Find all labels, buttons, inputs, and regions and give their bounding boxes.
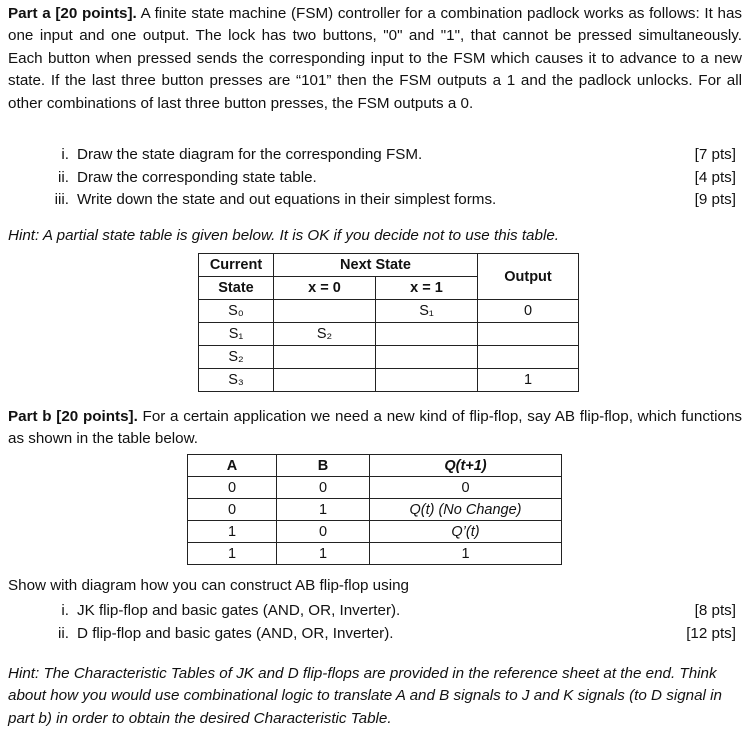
cell-output: 0 [478, 300, 579, 323]
table-row [199, 300, 579, 323]
cell-a: 1 [188, 543, 277, 565]
part-b-hint: Hint: The Characteristic Tables of JK and D flip-flops are provided in the reference sheet at the end. Think about how you would use combinational logic to translate A and B signals to J and K signals (to D signal in part b) in order to obtain the desired Characteristic Table. [8, 665, 722, 727]
cell-x0: S₂ [274, 323, 376, 346]
table-row [188, 521, 562, 543]
list-item [0, 189, 747, 212]
item-points: [7 pts] [694, 146, 736, 163]
item-number: ii. [58, 168, 69, 186]
table-header-row [199, 254, 579, 277]
part-a-hint: Hint: A partial state table is given below. It is OK if you decide not to use this table. [8, 227, 559, 244]
cell-x1 [376, 346, 478, 369]
header-next-state: Next State [274, 254, 478, 277]
table-row [188, 477, 562, 499]
table-row [188, 543, 562, 565]
part-b-heading: Part b [20 points]. [8, 408, 138, 425]
cell-b: 0 [277, 521, 370, 543]
header-q-next: Q(t+1) [370, 455, 562, 477]
cell-q: 0 [370, 477, 562, 499]
table-row [199, 369, 579, 392]
cell-state: S₂ [199, 346, 274, 369]
part-b-intro-text: For a certain application we need a new kind of flip-flop, say AB flip-flop, which functions as shown in the table below. [8, 408, 743, 448]
cell-b: 1 [277, 499, 370, 521]
item-number: i. [61, 602, 69, 619]
cell-x1: S₁ [376, 300, 478, 323]
table-header-row [188, 455, 562, 477]
item-points: [8 pts] [694, 602, 736, 619]
item-points: [9 pts] [694, 191, 736, 208]
item-number: iii. [54, 191, 69, 208]
cell-output [478, 323, 579, 346]
item-text: JK flip-flop and basic gates (AND, OR, Inverter). [77, 602, 401, 619]
part-a-intro-text: A finite state machine (FSM) controller for a combination padlock works as follows: It has one input and one output. The lock has two buttons, "0" and "1", that cannot be pressed simultaneously. Each button when pressed sends the corresponding input to the FSM which causes it to advance to a new state. If the last three button presses are “101” then the FSM outputs a 1 and the padlock unlocks. For all other combinations of last three button presses, the FSM outputs a 0. [8, 5, 742, 112]
header-b: B [277, 455, 370, 477]
cell-a: 0 [188, 477, 277, 499]
list-item [0, 623, 747, 646]
table-row [199, 346, 579, 369]
header-x0: x = 0 [274, 277, 376, 300]
item-points: [4 pts] [694, 168, 736, 186]
item-number: i. [61, 146, 69, 163]
cell-x0 [274, 369, 376, 392]
cell-state: S₃ [199, 369, 274, 392]
cell-q: Q(t) (No Change) [370, 499, 562, 521]
part-a-intro [8, 3, 742, 115]
list-item [0, 600, 747, 623]
header-x1: x = 1 [376, 277, 478, 300]
cell-state: S₁ [199, 323, 274, 346]
cell-x0 [274, 346, 376, 369]
state-table [198, 253, 579, 392]
cell-x1 [376, 369, 478, 392]
ab-flipflop-table [187, 454, 562, 565]
header-a: A [188, 455, 277, 477]
cell-x0 [274, 300, 376, 323]
header-output: Output [478, 254, 579, 300]
cell-a: 1 [188, 521, 277, 543]
item-text: Write down the state and out equations in their simplest forms. [77, 191, 497, 208]
item-number: ii. [58, 624, 69, 642]
cell-output: 1 [478, 369, 579, 392]
cell-q: 1 [370, 543, 562, 565]
list-item [0, 167, 747, 190]
table-row [199, 323, 579, 346]
part-a-heading: Part a [20 points]. [8, 5, 137, 22]
cell-b: 1 [277, 543, 370, 565]
part-b-show-text: Show with diagram how you can construct AB flip-flop using [8, 577, 409, 594]
cell-a: 0 [188, 499, 277, 521]
table-row [188, 499, 562, 521]
item-text: Draw the state diagram for the corresponding FSM. [77, 146, 423, 163]
item-points: [12 pts] [686, 624, 736, 642]
item-text: D flip-flop and basic gates (AND, OR, Inverter). [77, 624, 394, 642]
cell-q: Q’(t) [370, 521, 562, 543]
cell-x1 [376, 323, 478, 346]
cell-state: S₀ [199, 300, 274, 323]
part-a-task-list [0, 144, 747, 212]
cell-output [478, 346, 579, 369]
list-item [0, 144, 747, 167]
header-current: Current [199, 254, 274, 277]
cell-b: 0 [277, 477, 370, 499]
item-text: Draw the corresponding state table. [77, 168, 317, 186]
part-b-intro [8, 406, 742, 451]
header-state: State [199, 277, 274, 300]
part-b-task-list [0, 600, 747, 645]
